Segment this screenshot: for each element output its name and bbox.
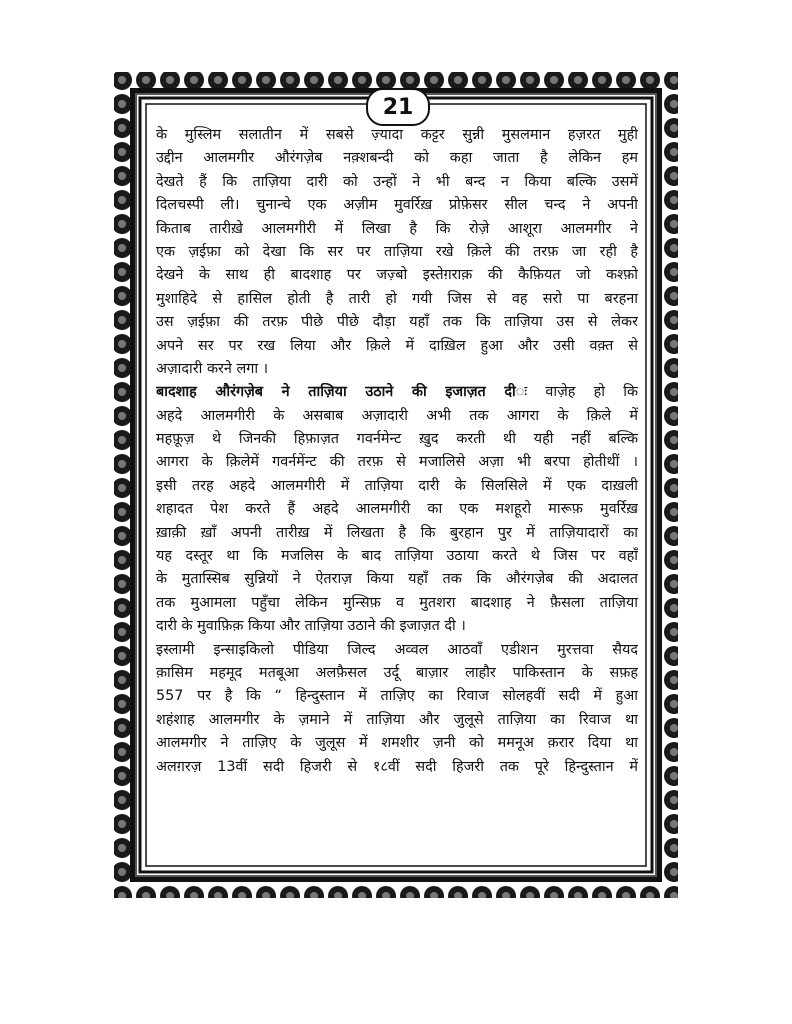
text-line: देखने के साथ ही बादशाह पर जज़्बो इस्तेग़राक़ की कैफ़ियत जो कश्फ़ो bbox=[156, 267, 638, 284]
text-line: अपने सर पर रख लिया और क़िले में दाख़िल हुआ और उसी वक़्त से bbox=[156, 337, 638, 354]
text-line: किताब तारीख़े आलमगीरी में लिखा है कि रोज़े आशूरा आलमगीर ने bbox=[156, 220, 638, 237]
text-line: दिलचस्पी ली। चुनान्चे एक अज़ीम मुवर्रिख़ प्रोफ़ेसर सील चन्द ने अपनी bbox=[156, 197, 638, 214]
text-line: के मुतास्सिब सुन्नियों ने ऐतराज़ किया यहाँ तक कि औरंगज़ेब की अदालत bbox=[156, 571, 638, 588]
text-line: देखते हैं कि ताज़िया दारी को उन्हों ने भी बन्द न किया बल्कि उसमें bbox=[156, 173, 638, 190]
text-line: अज़ादारी करने लगा । bbox=[156, 360, 269, 377]
page-number: 21 bbox=[366, 88, 430, 126]
text-line: यह दस्तूर था कि मजलिस के बाद ताज़िया उठाया करते थे जिस पर वहाँ bbox=[156, 548, 638, 565]
text-line: उस ज़ईफ़ा की तरफ़ पीछे पीछे दौड़ा यहाँ तक कि ताज़िया उस से लेकर bbox=[156, 314, 638, 331]
section-heading-line bbox=[156, 381, 638, 404]
text-line: ख़ाक़ी ख़ाँ अपनी तारीख़ में लिखता है कि बुरहान पुर में ताज़ियादारों का bbox=[156, 524, 638, 541]
text-line: आलमगीर ने ताज़िए के जुलूस में शमशीर ज़नी को ममनूअ क़रार दिया था bbox=[156, 735, 638, 752]
text-line: के मुस्लिम सलातीन में सबसे ज़्यादा कट्टर सुन्नी मुसलमान हज़रत मुही bbox=[156, 127, 638, 143]
text-line: तक मुआमला पहुँचा लेकिन मुन्सिफ़ व मुतशरा बादशाह ने फ़ैसला ताज़िया bbox=[156, 594, 638, 611]
text-line: आगरा के क़िलेमें गवर्नमेंन्ट की तरफ़ से मजालिसे अज़ा भी बरपा होतीथीं । bbox=[156, 454, 638, 471]
text-line: उद्दीन आलमगीर औरंगज़ेब नक़्शबन्दी को कहा जाता है लेकिन हम bbox=[156, 150, 638, 167]
text-line: इसी तरह अहदे आलमगीरी में ताज़िया दारी के सिलसिले में एक दाख़ली bbox=[156, 477, 638, 494]
text-line: शहादत पेश करते हैं अहदे आलमगीरी का एक मशहूरो मारूफ़ मुवर्रिख़ bbox=[156, 501, 638, 518]
text-line: मुशाहिदे से हासिल होती है तारी हो गयी जिस से वह सरो पा बरहना bbox=[156, 290, 638, 307]
text-line: एक ज़ईफ़ा को देखा कि सर पर ताज़िया रखे क़िले की तरफ़ जा रही है bbox=[156, 243, 638, 260]
heading-continuation: ः वाज़ेह हो कि bbox=[515, 384, 638, 401]
text-line: इस्लामी इन्साइकिलो पीडिया जिल्द अव्वल आठवाँ एडीशन मुरत्तवा सैयद bbox=[156, 641, 638, 658]
text-line: अहदे आलमगीरी के असबाब अज़ादारी अभी तक आगरा के क़िले में bbox=[156, 407, 638, 424]
text-line: क़ासिम महमूद मतबूआ अलफ़ैसल उर्दू बाज़ार लाहौर पाकिस्तान के सफ़ह bbox=[156, 664, 638, 681]
section-heading: बादशाह औरंगज़ेब ने ताज़िया उठाने की इजाज़त दी bbox=[156, 384, 516, 401]
page-body bbox=[156, 124, 638, 854]
text-line: अलग़रज़ 13वीं सदी हिजरी से १८वीं सदी हिजरी तक पूरे हिन्दुस्तान में bbox=[156, 758, 638, 775]
text-line: 557 पर है कि “ हिन्दुस्तान में ताज़िए का रिवाज सोलहवीं सदी में हुआ bbox=[156, 688, 638, 705]
text-line: महफ़ूज़ थे जिनकी हिफ़ाज़त गवर्नमेन्ट ख़ुद करती थी यही नहीं बल्कि bbox=[156, 431, 638, 448]
text-line: दारी के मुवाफ़िक़ किया और ताज़िया उठाने की इजाज़त दी । bbox=[156, 618, 466, 635]
text-line: शहंशाह आलमगीर के ज़माने में ताज़िया और जुलूसे ताज़िया का रिवाज था bbox=[156, 711, 638, 728]
